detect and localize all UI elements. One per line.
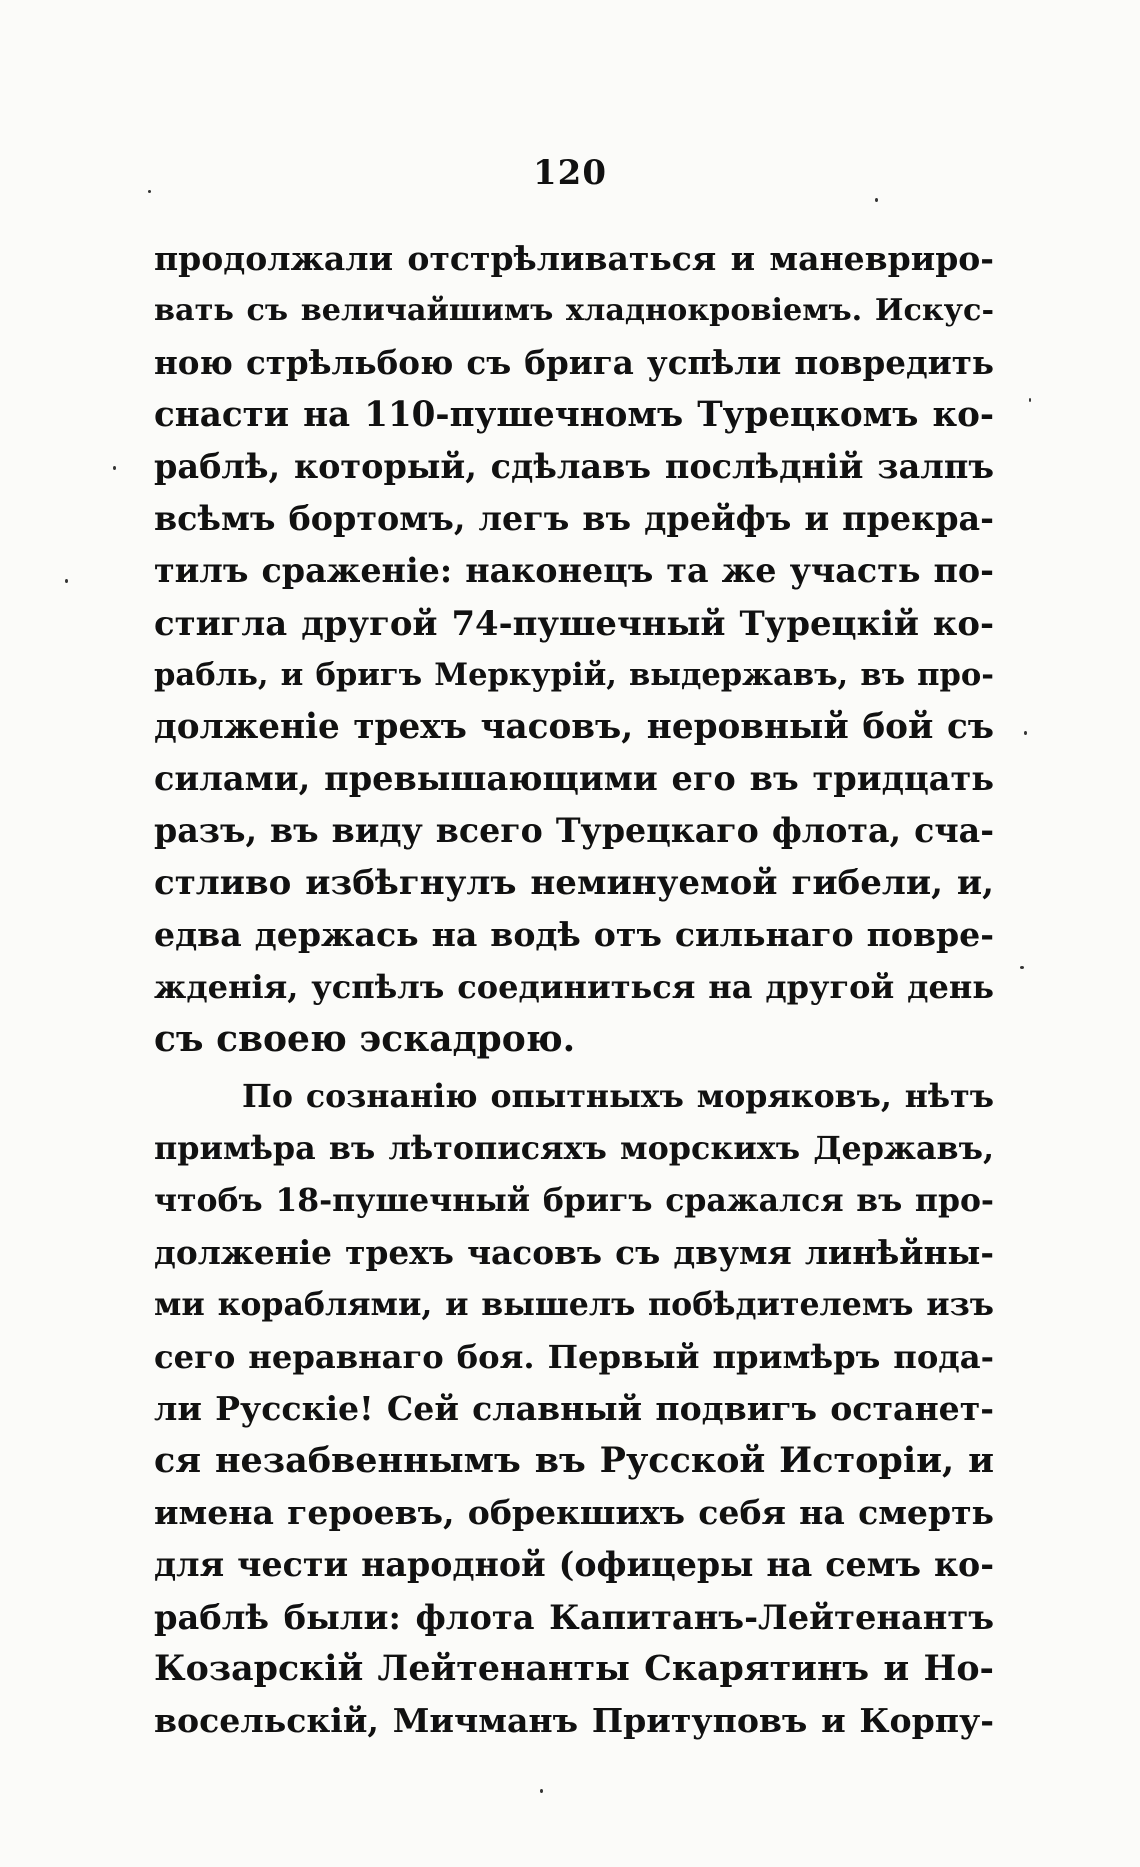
text-line: чтобъ 18-пушечный бригъ сражался въ про- — [154, 1182, 994, 1219]
text-line: ми кораблями, и вышелъ побѣдителемъ изъ — [154, 1286, 994, 1323]
text-line: разъ, въ виду всего Турецкаго флота, сча- — [154, 811, 994, 850]
print-speck — [148, 190, 151, 193]
text-line: сего неравнаго боя. Первый примѣръ пода- — [154, 1338, 994, 1376]
text-line: продолжали отстрѣливаться и маневриро- — [154, 239, 994, 278]
print-speck — [65, 579, 68, 583]
text-line: Козарскій Лейтенанты Скарятинъ и Но- — [154, 1648, 994, 1689]
text-line: восельскій, Мичманъ Притуповъ и Корпу- — [154, 1701, 994, 1740]
text-line: жденія, успѣлъ соединиться на другой день — [154, 968, 994, 1006]
text-line: съ своею эскадрою. — [154, 1018, 576, 1060]
text-line: всѣмъ бортомъ, легъ въ дрейфъ и прекра- — [154, 499, 994, 538]
text-line: стливо избѣгнулъ неминуемой гибели, и, — [154, 863, 994, 903]
text-line: вать съ величайшимъ хладнокровіемъ. Искус- — [154, 293, 994, 328]
text-line: ли Русскіе! Сей славный подвигъ останет- — [154, 1389, 994, 1428]
text-line: силами, превышающими его въ тридцать — [154, 759, 994, 798]
text-line: долженіе трехъ часовъ съ двумя линѣйны- — [154, 1233, 994, 1272]
print-speck — [540, 1789, 543, 1793]
print-speck — [113, 466, 116, 470]
text-line: имена героевъ, обрекшихъ себя на смерть — [154, 1493, 994, 1532]
print-speck — [1029, 398, 1031, 402]
text-line: примѣра въ лѣтописяхъ морскихъ Державъ, — [154, 1130, 994, 1167]
text-line: ною стрѣльбою съ брига успѣли повредить — [154, 343, 994, 382]
paragraph — [154, 233, 994, 1065]
text-line: едва держась на водѣ отъ сильнаго повре- — [154, 915, 994, 954]
text-line: стигла другой 74-пушечный Турецкій ко- — [154, 603, 994, 643]
text-line: рабль, и бригъ Меркурій, выдержавъ, въ про- — [154, 657, 994, 693]
print-speck — [875, 198, 878, 202]
page-number: 120 — [533, 153, 607, 193]
text-line: раблѣ, который, сдѣлавъ послѣдній залпъ — [154, 447, 994, 486]
text-line: По сознанію опытныхъ моряковъ, нѣтъ — [242, 1078, 994, 1115]
text-line: снасти на 110-пушечномъ Турецкомъ ко- — [154, 395, 994, 435]
text-line: для чести народной (офицеры на семъ ко- — [154, 1545, 994, 1584]
text-line: долженіе трехъ часовъ, неровный бой съ — [154, 707, 994, 747]
text-line: раблѣ были: флота Капитанъ-Лейтенантъ — [154, 1597, 994, 1637]
paragraph — [154, 1071, 994, 1747]
print-speck — [1020, 966, 1024, 969]
print-speck — [1024, 731, 1027, 735]
text-line: ся незабвеннымъ въ Русской Исторіи, и — [154, 1440, 994, 1481]
text-line: тилъ сраженіе: наконецъ та же участь по- — [154, 551, 994, 590]
body-text — [154, 233, 994, 1747]
